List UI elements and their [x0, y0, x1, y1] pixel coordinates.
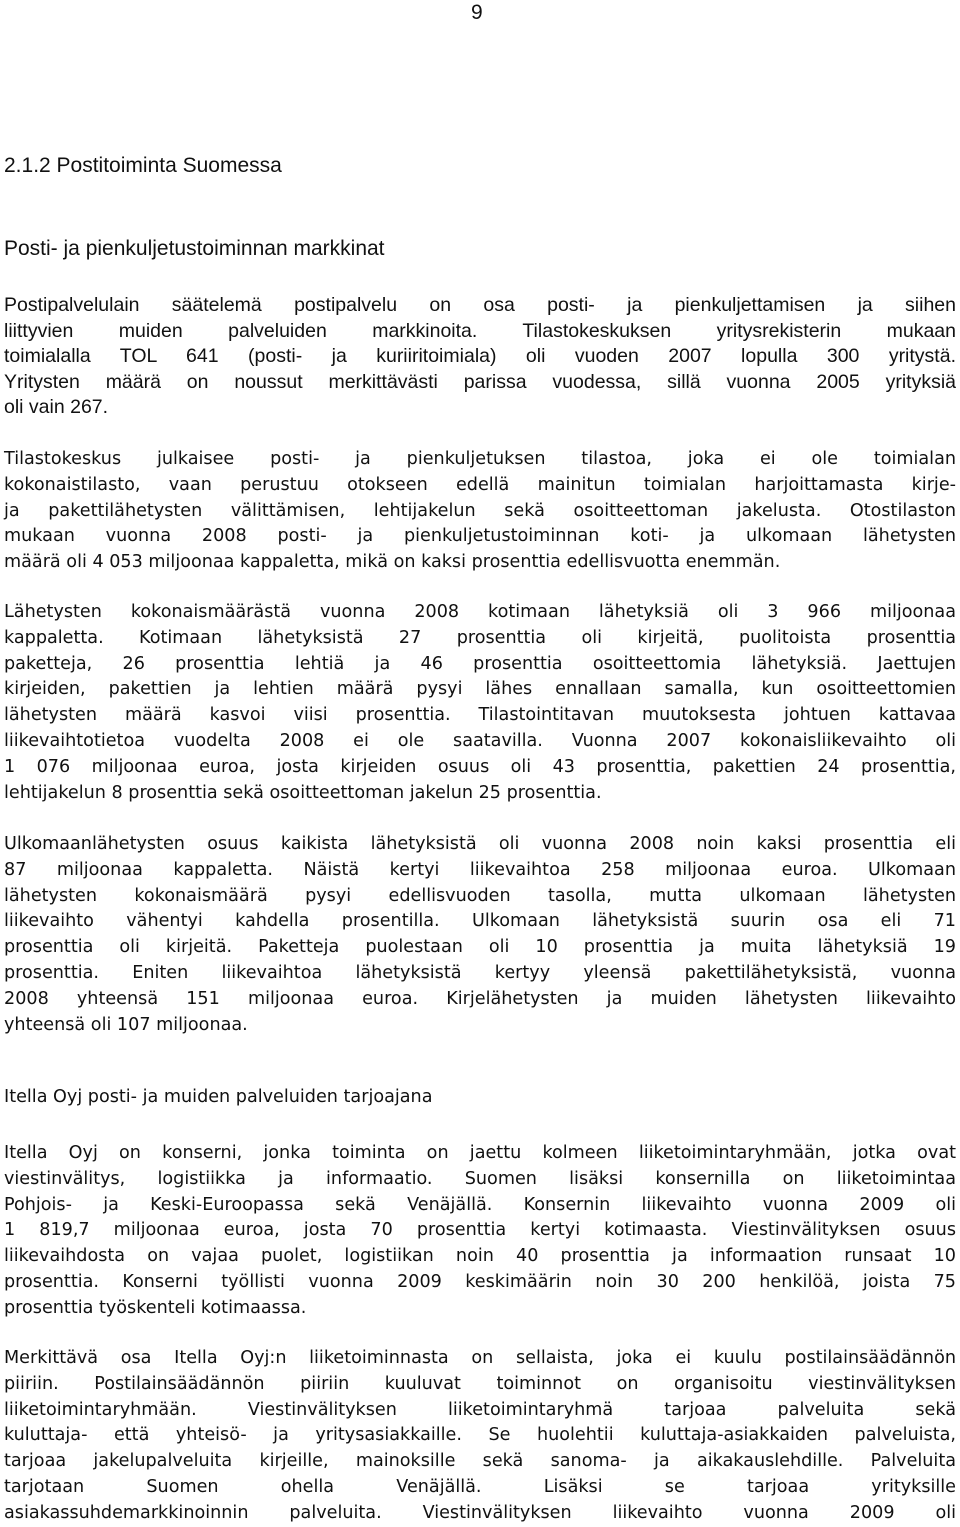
text-line: prosenttia. Eniten liikevaihtoa lähetyksistä kertyy yleensä pakettilähetyksistä, vuonna: [4, 962, 956, 983]
paragraph-itella-group: [4, 1141, 956, 1322]
text-line: prosenttia oli kirjeitä. Paketteja puolestaan oli 10 prosenttia ja muita lähetyksiä 19: [4, 937, 956, 958]
text-line: tarjoaa jakelupalveluita kirjeille, mainoksille sekä sanoma- ja aikakauslehdille. Palveluita: [4, 1451, 956, 1472]
text-line: liikevaihto vähentyi kahdella prosentilla. Ulkomaan lähetyksistä suurin osa eli 71: [4, 911, 956, 932]
text-line: kokonaistilasto, vaan perustuu otokseen edellä mainitun toimialan harjoittamasta kirje-: [4, 474, 956, 495]
text-line: liittyvien muiden palveluiden markkinoita. Tilastokeskuksen yritysrekisterin mukaan: [4, 319, 956, 342]
paragraph-postal-law: [4, 293, 956, 421]
text-line: 87 miljoonaa kappaletta. Näistä kertyi liikevaihtoa 258 miljoonaa euroa. Ulkomaan: [4, 859, 956, 880]
text-line: 1 819,7 miljoonaa euroa, josta 70 prosenttia kertyi kotimaasta. Viestinvälityksen osuus: [4, 1220, 956, 1241]
paragraph-domestic-shipments: [4, 600, 956, 806]
text-line: Postipalvelulain säätelemä postipalvelu on osa posti- ja pienkuljettamisen ja siihen: [4, 294, 956, 316]
section-heading: 2.1.2 Postitoiminta Suomessa: [4, 154, 282, 177]
text-line: kappaletta. Kotimaan lähetyksistä 27 prosenttia oli kirjeitä, puolitoista prosenttia: [4, 627, 956, 648]
text-line: Yritysten määrä on noussut merkittävästi parissa vuodessa, sillä vuonna 2005 yrityksiä: [4, 370, 956, 393]
text-line: Pohjois- ja Keski-Euroopassa sekä Venäjällä. Konsernin liikevaihto vuonna 2009 oli: [4, 1194, 956, 1215]
page-number: 9: [471, 1, 483, 24]
text-line: 1 076 miljoonaa euroa, josta kirjeiden osuus oli 43 prosenttia, pakettien 24 prosenttia,: [4, 756, 956, 777]
text-line: paketteja, 26 prosenttia lehtiä ja 46 prosenttia osoitteettomia lähetyksiä. Jaettujen: [4, 653, 956, 674]
text-line: lähetysten määrä kasvoi viisi prosenttia. Tilastointitavan muutoksesta johtuen kattavaa: [4, 705, 956, 726]
subheading-market: Posti- ja pienkuljetustoiminnan markkinat: [4, 237, 385, 260]
text-line: prosenttia työskenteli kotimaassa.: [4, 1297, 307, 1318]
text-line: liikevaihdosta on vajaa puolet, logistiikan noin 40 prosenttia ja informaation runsaat 10: [4, 1246, 956, 1267]
text-line: piiriin. Postilainsäädännön piiriin kuuluvat toiminnot on organisoitu viestinvälityksen: [4, 1373, 956, 1394]
text-line: Tilastokeskus julkaisee posti- ja pienkuljetuksen tilastoa, joka ei ole toimialan: [4, 449, 956, 469]
paragraph-itella-business: [4, 1346, 956, 1527]
text-line: tarjotaan Suomen ohella Venäjällä. Lisäksi se tarjoaa yrityksille: [4, 1476, 956, 1497]
subheading-itella: Itella Oyj posti- ja muiden palveluiden tarjoajana: [4, 1087, 433, 1107]
text-line: yhteensä oli 107 miljoonaa.: [4, 1014, 248, 1035]
paragraph-statistics: [4, 447, 956, 576]
text-line: kuluttaja- että yhteisö- ja yritysasiakkaille. Se huolehtii kuluttaja-asiakkaiden palveluista,: [4, 1425, 956, 1446]
text-line: lähetysten kokonaismäärä pysyi edellisvuoden tasolla, mutta ulkomaan lähetysten: [4, 885, 956, 906]
paragraph-foreign-shipments: [4, 832, 956, 1038]
text-line: lehtijakelun 8 prosenttia sekä osoitteettoman jakelun 25 prosenttia.: [4, 782, 602, 803]
text-line: ja pakettilähetysten välittämisen, lehtijakelun sekä osoitteettoman jakelusta. Otostilaston: [4, 500, 956, 521]
text-line: prosenttia. Konserni työllisti vuonna 2009 keskimäärin noin 30 200 henkilöä, joista 75: [4, 1271, 956, 1292]
text-line: 2008 yhteensä 151 miljoonaa euroa. Kirjelähetysten ja muiden lähetysten liikevaihto: [4, 988, 956, 1009]
text-line: liiketoimintaryhmään. Viestinvälityksen liiketoimintaryhmä tarjoaa palveluita sekä: [4, 1399, 956, 1420]
text-line: viestinvälitys, logistiikka ja informaatio. Suomen lisäksi konsernilla on liiketoimintaa: [4, 1168, 956, 1189]
text-line: Ulkomaanlähetysten osuus kaikista lähetyksistä oli vuonna 2008 noin kaksi prosenttia eli: [4, 834, 956, 854]
text-line: määrä oli 4 053 miljoonaa kappaletta, mikä on kaksi prosenttia edellisvuotta enemmän.: [4, 552, 781, 573]
text-line: oli vain 267.: [4, 396, 109, 418]
text-line: mukaan vuonna 2008 posti- ja pienkuljetustoiminnan koti- ja ulkomaan lähetysten: [4, 526, 956, 547]
text-line: asiakassuhdemarkkinoinnin palveluita. Viestinvälityksen liikevaihto vuonna 2009 oli: [4, 1502, 956, 1523]
text-line: Lähetysten kokonaismäärästä vuonna 2008 kotimaan lähetyksiä oli 3 966 miljoonaa: [4, 602, 956, 622]
text-line: Merkittävä osa Itella Oyj:n liiketoiminnasta on sellaista, joka ei kuulu postilainsäädännön: [4, 1348, 956, 1368]
text-line: toimialalla TOL 641 (posti- ja kuriiritoimiala) oli vuoden 2007 lopulla 300 yritystä.: [4, 345, 956, 367]
text-line: kirjeiden, pakettien ja lehtien määrä pysyi lähes ennallaan samalla, kun osoitteettomien: [4, 679, 956, 700]
text-line: liikevaihtotietoa vuodelta 2008 ei ole saatavilla. Vuonna 2007 kokonaisliikevaihto oli: [4, 730, 956, 751]
text-line: Itella Oyj on konserni, jonka toiminta on jaettu kolmeen liiketoimintaryhmään, jotka ovat: [4, 1143, 956, 1163]
